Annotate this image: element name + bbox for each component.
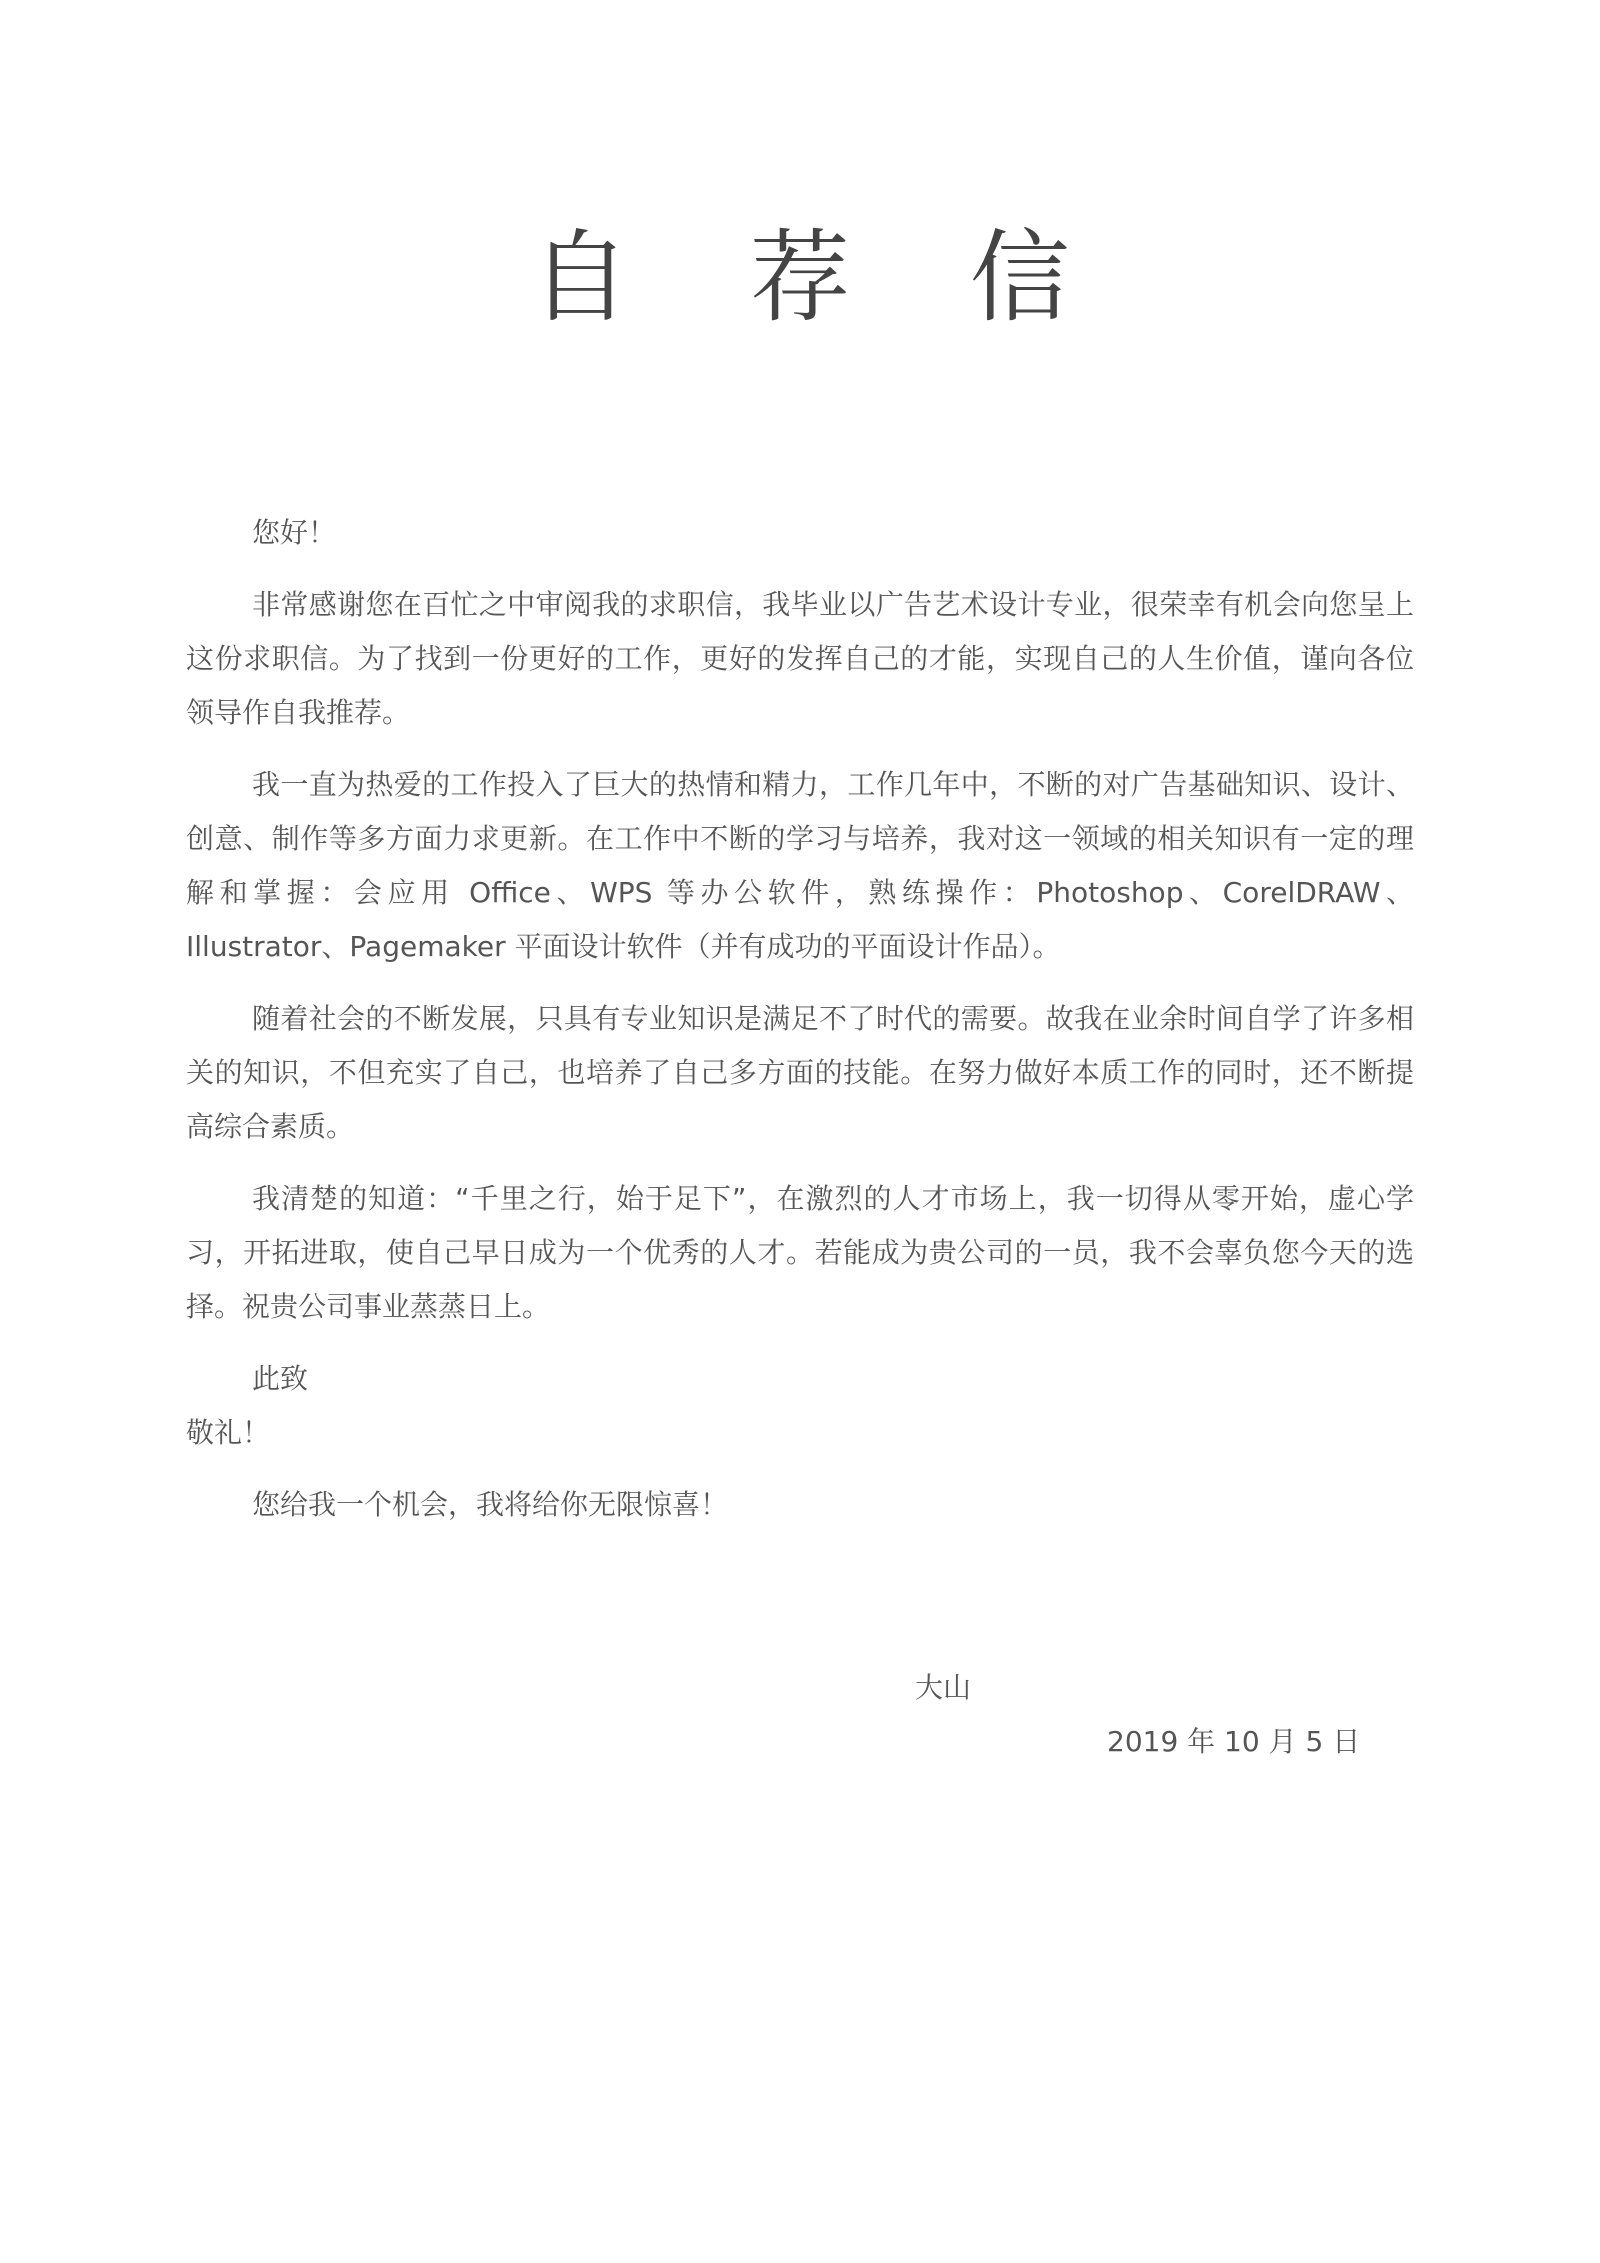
postscript: 您给我一个机会，我将给你无限惊喜！ (252, 1488, 729, 1521)
signature-name: 大山 (915, 1671, 972, 1704)
letter-date: 2019 年 10 月 5 日 (1107, 1725, 1361, 1758)
paragraph-intro: 非常感谢您在百忙之中审阅我的求职信，我毕业以广告艺术设计专业，很荣幸有机会向您呈上这份求职信。为了找到一份更好的工作，更好的发挥自己的才能，实现自己的人生价值，谨向各位领导作自我推荐。 (186, 588, 1414, 729)
greeting: 您好！ (252, 516, 337, 549)
letter-title: 自 荐 信 (530, 219, 1114, 336)
paragraph-commitment: 我清楚的知道：“千里之行，始于足下”，在激烈的人才市场上，我一切得从零开始，虚心学习，开拓进取，使自己早日成为一个优秀的人才。若能成为贵公司的一员，我不会辜负您今天的选择。祝贵公司事业蒸蒸日上。 (186, 1182, 1414, 1323)
letter-body (186, 506, 1414, 1532)
paragraph-development: 随着社会的不断发展，只具有专业知识是满足不了时代的需要。故我在业余时间自学了许多相关的知识，不但充实了自己，也培养了自己多方面的技能。在努力做好本质工作的同时，还不断提高综合素质。 (186, 1002, 1414, 1143)
closing-regards: 敬礼！ (186, 1416, 271, 1449)
paragraph-experience: 我一直为热爱的工作投入了巨大的热情和精力，工作几年中，不断的对广告基础知识、设计、创意、制作等多方面力求更新。在工作中不断的学习与培养，我对这一领域的相关知识有一定的理解和掌握：会应用 Office、WPS 等办公软件，熟练操作：Photoshop、CorelDRAW、Illustrator、Pagemaker 平面设计软件（并有成功的平面设计作品）。 (186, 768, 1414, 963)
closing-salutation: 此致 (252, 1362, 309, 1395)
